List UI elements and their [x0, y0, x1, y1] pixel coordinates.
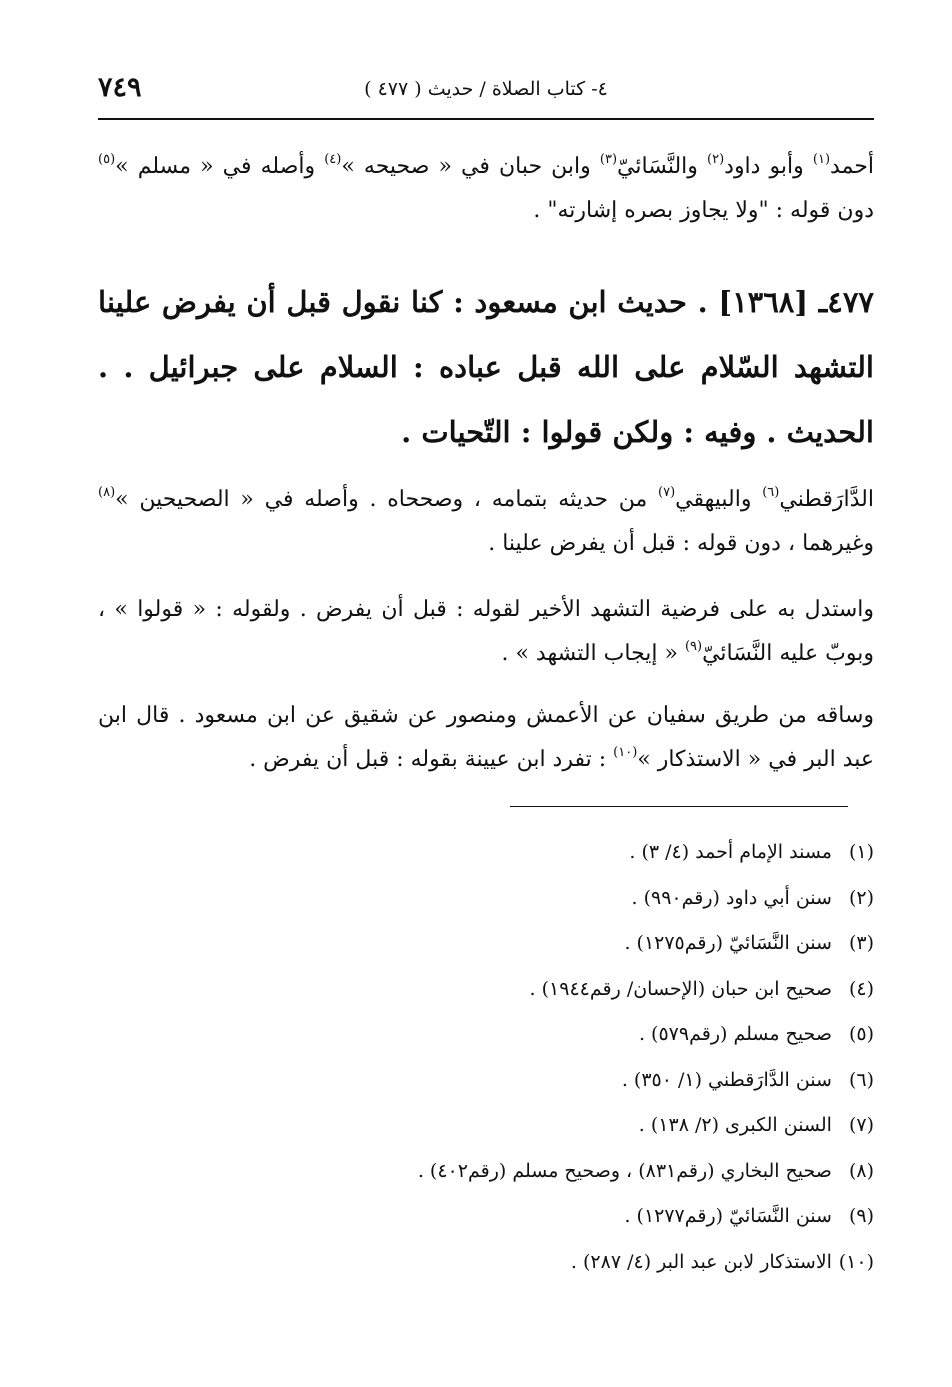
footnote-text: سنن أبي داود (رقم٩٩٠) . [631, 886, 832, 909]
footnote-item [98, 1058, 874, 1104]
footnote-ref-2[interactable]: (٢) [707, 151, 725, 167]
footnote-item [98, 921, 874, 967]
footnote-ref-9[interactable]: (٩) [684, 638, 703, 654]
footnote-text: سنن الدَّارَقطني (١/ ٣٥٠) . [621, 1068, 832, 1091]
footnote-item [98, 1012, 874, 1058]
footnote-mark: (٦) [848, 1068, 874, 1091]
footnote-ref-8[interactable]: (٨) [98, 484, 116, 500]
hadith-text: حديث ابن مسعود : كنا نقول قبل أن يفرض علينا التشهد السّلام على الله قبل عباده : السلام على جبرائيل . . الحديث . وفيه : ولكن قولوا : التّحيات . [98, 285, 874, 449]
footnote-text: السنن الكبرى (٢/ ١٣٨) . [638, 1114, 832, 1136]
paragraph-2 [98, 478, 874, 566]
text-span: من حديثه بتمامه ، وصححاه . وأصله في « الصحيحين » [115, 487, 658, 512]
footnote-item [98, 1194, 874, 1240]
footnote-ref-7[interactable]: (٧) [658, 484, 676, 500]
text-span: وأبو داود [724, 154, 813, 179]
footnote-mark: (٩) [848, 1205, 874, 1227]
footnote-mark: (٣) [848, 932, 874, 954]
text-span: وأصله في « مسلم » [115, 154, 325, 179]
footnote-item [98, 876, 874, 922]
footnote-item [98, 967, 874, 1013]
footnote-item [98, 1149, 874, 1195]
footnote-mark: (٤) [848, 977, 874, 1000]
text-span: أحمد [830, 154, 875, 179]
footnote-mark: (٥) [848, 1023, 874, 1045]
footnote-text: سنن النَّسَائيّ (رقم١٢٧٥) . [624, 932, 832, 954]
footnote-mark: (١٠) [838, 1250, 874, 1273]
running-title: ٤- كتاب الصلاة / حديث ( ٤٧٧ ) [364, 78, 608, 100]
footnote-ref-6[interactable]: (٦) [762, 484, 780, 500]
footnote-mark: (٢) [848, 886, 874, 909]
text-span: والنَّسَائيّ [617, 154, 707, 179]
text-span: : تفرد ابن عيينة بقوله : قبل أن يفرض . [249, 747, 614, 772]
text-span: دون قوله : "ولا يجاوز بصره إشارته" . [533, 198, 874, 223]
footnote-item [98, 1103, 874, 1149]
footnote-text: سنن النَّسَائيّ (رقم١٢٧٧) . [624, 1205, 832, 1227]
footnote-ref-3[interactable]: (٣) [599, 151, 618, 167]
footnote-mark: (١) [848, 841, 874, 863]
footnote-mark: (٨) [848, 1159, 874, 1182]
footnote-item [98, 1240, 874, 1286]
footnote-item [98, 830, 874, 876]
footnote-text: صحيح ابن حبان (الإحسان/ رقم١٩٤٤) . [529, 977, 832, 1000]
paragraph-4 [98, 694, 874, 782]
footnote-ref-10[interactable]: (١٠) [613, 744, 638, 760]
text-span: والبيهقي [675, 487, 763, 512]
footnote-ref-4[interactable]: (٤) [324, 151, 342, 167]
footnote-text: صحيح البخاري (رقم٨٣١) ، وصحيح مسلم (رقم٤٠٢) . [417, 1159, 832, 1182]
page-number: ٧٤٩ [98, 72, 142, 103]
text-span: الدَّارَقطني [779, 487, 874, 512]
footnote-divider [510, 806, 848, 807]
footnote-ref-5[interactable]: (٥) [98, 151, 116, 167]
header-divider [98, 118, 874, 120]
footnote-mark: (٧) [848, 1114, 874, 1136]
footnote-text: صحيح مسلم (رقم٥٧٩) . [638, 1023, 832, 1045]
hadith-heading [98, 270, 874, 465]
text-span: وساقه من طريق سفيان عن الأعمش ومنصور عن شقيق عن ابن مسعود . قال ابن عبد البر في « الاستذكار » [98, 703, 874, 772]
hadith-number: ٤٧٧ـ [١٣٦٨] . [697, 285, 874, 319]
footnote-ref-1[interactable]: (١) [812, 151, 831, 167]
text-span: وابن حبان في « صحيحه » [341, 154, 600, 179]
paragraph-3 [98, 588, 874, 676]
footnote-text: مسند الإمام أحمد (٤/ ٣) . [629, 841, 832, 863]
text-span: « إيجاب التشهد » . [501, 641, 685, 666]
text-span: وغيرهما ، دون قوله : قبل أن يفرض علينا . [488, 531, 874, 556]
paragraph-1 [98, 145, 874, 233]
footnote-text: الاستذكار لابن عبد البر (٤/ ٢٨٧) . [570, 1250, 832, 1273]
page-header [98, 70, 874, 110]
text-span: واستدل به على فرضية التشهد الأخير لقوله : قبل أن يفرض . ولقوله : « قولوا » ، وبوبّ عليه النَّسَائيّ [98, 597, 874, 666]
footnotes-list [98, 830, 874, 1285]
